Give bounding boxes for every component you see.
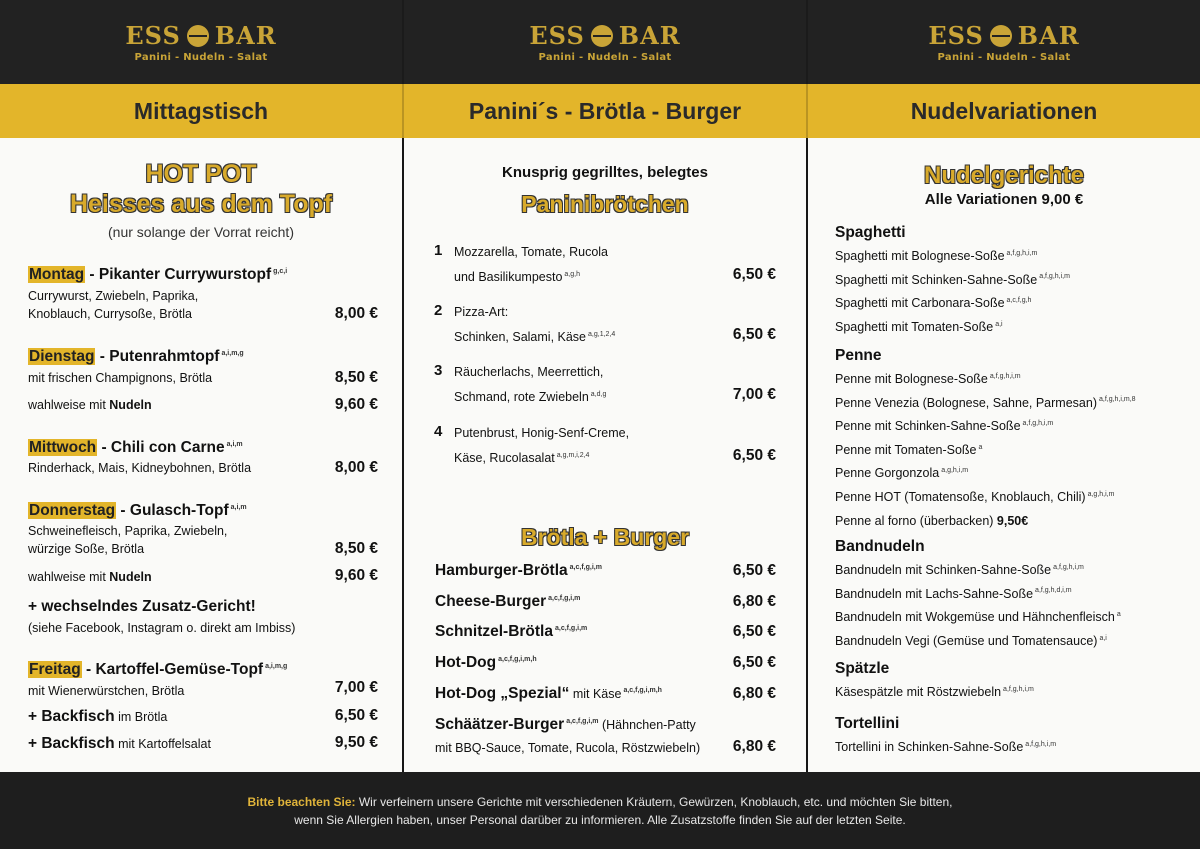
bowl-icon [591,25,613,47]
panini-price: 6,50 € [732,326,776,343]
panini-desc: Schmand, rote Zwiebeln [454,390,589,404]
nudel-item [835,685,1034,699]
donnerstag-desc-1: Schweinefleisch, Paprika, Zwiebeln, [28,524,228,538]
nudel-name: Penne Gorgonzola [835,466,940,481]
allergen-codes: a,f,g,h,i,m [1039,273,1070,281]
panini-desc: Käse, Rucolasalat [454,451,555,465]
nudel-name: Bandnudeln mit Lachs-Sahne-Soße [835,586,1034,601]
dish-name: - Chili con Carne [97,439,225,456]
nudel-item [835,610,1121,624]
dish-extra: (Hähnchen-Patty [598,718,696,732]
allergen-codes: a,f,g,h,i,m [1025,740,1057,748]
allergen-codes: a,g,m,i,2,4 [556,451,590,459]
mittwoch-desc-1: Rinderhack, Mais, Kidneybohnen, Brötla [28,461,252,475]
panini-line-2 [454,270,580,284]
allergen-codes: a,f,g,h,i,m [989,372,1021,380]
dish-name: Hot-Dog „Spezial“ [435,685,570,702]
nudel-name: Penne HOT (Tomatensoße, Knoblauch, Chili) [835,490,1086,504]
logo-right [808,0,1200,84]
nudel-name: Spaghetti mit Bolognese-Soße [835,249,1005,263]
nudel-name: Penne Venezia (Bolognese, Sahne, Parmesan) [835,395,1097,410]
panini-title: Paninibrötchen [521,191,689,217]
nudel-item [835,396,1136,410]
nudel-subtitle: Alle Variationen 9,00 € [924,191,1084,208]
allergen-codes: a [1116,611,1121,619]
panini-desc: und Basilikumpesto [454,270,563,284]
logo-tagline: Panini - Nudeln - Salat [134,52,268,63]
donnerstag-dish [28,502,247,520]
section-title-mittagstisch: Mittagstisch [133,97,269,124]
panini-number: 3 [434,362,443,379]
nudel-item [835,490,1114,504]
allergen-codes: a,f,g,h,d,i,m [1035,587,1072,595]
nudel-item-alforno [835,514,1028,528]
footer-label: Bitte beachten Sie: [247,794,356,809]
day-label: Donnerstag [29,502,116,519]
panini-line-1: Räucherlachs, Meerrettich, [454,365,604,379]
backfisch-bold: + Backfisch [28,708,115,725]
burger-price: 6,80 € [732,685,776,702]
logo-middle [404,0,806,84]
allergen-codes: a,g,h,i,m [941,467,969,475]
freitag-dish [28,661,287,679]
bowl-icon [187,25,209,47]
nudel-item [835,563,1084,577]
category-bandnudeln: Bandnudeln [835,538,925,555]
day-label: Dienstag [29,348,95,365]
burger-item [435,623,587,641]
bowl-icon [990,25,1012,47]
montag-desc-1: Currywurst, Zwiebeln, Paprika, [28,289,199,303]
backfisch-bold: + Backfisch [28,735,115,752]
nudel-item [835,634,1107,648]
logo-text-ess: ESS [928,21,984,50]
day-label: Mittwoch [29,439,97,456]
nudel-price: 9,50€ [996,513,1029,528]
dish-name: Hot-Dog [435,654,497,671]
freitag-price: 7,00 € [334,679,378,696]
nudel-item [835,296,1031,310]
hot-pot-title: HOT POT [145,160,257,188]
nudel-name: Spaghetti mit Schinken-Sahne-Soße [835,272,1038,287]
allergen-codes: a [978,443,983,451]
panini-number: 2 [434,302,443,319]
nudel-name: Penne mit Tomaten-Soße [835,442,977,457]
logo-text-bar: BAR [1017,21,1080,50]
nudel-name: Penne mit Bolognese-Soße [835,372,988,386]
alt-prefix: wahlweise mit [28,398,110,412]
allergen-codes: a,c,f,g,i,m [554,624,588,632]
schaetzer-desc: mit BBQ-Sauce, Tomate, Rucola, Röstzwiebeln) [435,741,701,755]
backfisch-rest: mit Kartoffelsalat [114,737,211,751]
donnerstag-price: 8,50 € [334,540,378,557]
montag-dish [28,266,287,284]
logo-left [0,0,402,84]
allergen-codes: g,c,i [273,267,288,275]
dienstag-alt [28,398,152,412]
schaetzer-price: 6,80 € [732,738,776,755]
dish-name: Cheese-Burger [435,593,547,610]
burger-item [435,562,602,580]
section-title-panini: Panini´s - Brötla - Burger [468,97,742,124]
burger-item [435,593,580,611]
allergen-codes: a,i,m,g [221,349,244,357]
nudel-item [835,466,968,480]
nudel-name: Spaghetti mit Tomaten-Soße [835,319,994,334]
allergen-codes: a,i,m [230,503,247,511]
panini-line-1: Pizza-Art: [454,305,509,319]
panini-line-1: Mozzarella, Tomate, Rucola [454,245,609,259]
donnerstag-desc-2: würzige Soße, Brötla [28,542,145,556]
allergen-codes: a,c,f,g,h [1006,297,1032,305]
burger-price: 6,80 € [732,593,776,610]
footer-text: Wir verfeinern unsere Gerichte mit verschiedenen Kräutern, Gewürzen, Knoblauch, etc. und möchten Sie bitten, [355,794,953,809]
nudel-name: Spaghetti mit Carbonara-Soße [835,296,1005,311]
allergen-codes: a,c,f,g,i,m,h [623,686,662,694]
nudel-item [835,320,1003,334]
freitag-desc-1: mit Wienerwürstchen, Brötla [28,684,185,698]
allergen-codes: a,i [1099,634,1107,642]
allergen-codes: a,f,g,h,i,m [1003,685,1034,693]
logo-tagline: Panini - Nudeln - Salat [538,52,672,63]
donnerstag-alt [28,570,152,584]
fold-divider [402,0,404,849]
allergen-codes: a,c,f,g,i,m,h [498,655,537,663]
nudel-item [835,740,1056,754]
dish-name: - Gulasch-Topf [116,502,229,519]
logo-tagline: Panini - Nudeln - Salat [937,52,1071,63]
dienstag-desc-1: mit frischen Champignons, Brötla [28,371,213,385]
footer-band [0,772,1200,849]
burger-title: Brötla + Burger [520,524,690,550]
nudel-item [835,419,1053,433]
logo-text-ess: ESS [125,21,181,50]
mittwoch-price: 8,00 € [334,459,378,476]
nudel-name: Penne mit Schinken-Sahne-Soße [835,419,1021,434]
backfisch-kartoffel [28,735,211,753]
allergen-codes: a,i,m [226,440,243,448]
panel-panini [404,138,806,772]
allergen-codes: a,g,1,2,4 [588,330,616,338]
nudel-item [835,249,1037,263]
panini-line-2 [454,330,615,344]
extra-dish: + wechselndes Zusatz-Gericht! [28,598,256,615]
category-penne: Penne [835,347,882,364]
dish-name: - Pikanter Currywurstopf [85,266,272,283]
backfisch-broetla [28,708,167,726]
section-title-nudeln: Nudelvariationen [910,97,1098,124]
panini-line-1: Putenbrust, Honig-Senf-Creme, [454,426,630,440]
allergen-codes: a,f,g,h,i,m [1022,420,1054,428]
panini-intro: Knusprig gegrilltes, belegtes [502,164,708,181]
burger-price: 6,50 € [732,654,776,671]
panini-desc: Schinken, Salami, Käse [454,330,587,344]
nudel-name: Penne al forno (überbacken) [835,513,997,528]
nudel-name: Bandnudeln Vegi (Gemüse und Tomatensauce) [835,633,1098,648]
availability-note: (nur solange der Vorrat reicht) [108,224,294,240]
burger-item [435,685,662,703]
logo-text-ess: ESS [529,21,585,50]
allergen-codes: a,c,f,g,i,m [569,563,602,571]
allergen-codes: a,f,g,h,i,m [1053,563,1084,571]
logo-text-bar: BAR [618,21,681,50]
footer-line-2: wenn Sie Allergien haben, unser Personal darüber zu informieren. Alle Zusatzstoffe finden Sie auf der letzten Seite. [294,812,906,827]
category-spaetzle: Spätzle [835,660,890,677]
dish-name: Schnitzel-Brötla [435,623,553,640]
panini-number: 1 [434,242,443,259]
allergen-codes: a,g,h,i,m [1087,490,1115,498]
nudel-name: Bandnudeln mit Schinken-Sahne-Soße [835,563,1052,577]
day-label: Montag [29,266,85,283]
dish-name: Schäätzer-Burger [435,716,565,733]
donnerstag-alt-price: 9,60 € [334,567,378,584]
backfisch-rest: im Brötla [114,710,168,724]
dish-name: - Putenrahmtopf [95,348,220,365]
nudel-item [835,587,1072,601]
panini-number: 4 [434,423,443,440]
allergen-codes: a,f,g,h,i,m [1006,249,1038,257]
dish-extra: mit Käse [569,687,622,701]
montag-desc-2: Knoblauch, Currysoße, Brötla [28,307,192,321]
allergen-codes: a,d,g [590,390,607,398]
panel-nudeln [808,138,1200,772]
panel-mittagstisch [0,138,402,772]
day-label: Freitag [29,661,81,678]
footer-line-1 [247,793,952,811]
nudel-name: Käsespätzle mit Röstzwiebeln [835,685,1002,699]
allergen-codes: a,f,g,h,i,m,8 [1098,396,1136,404]
nudel-item [835,372,1021,386]
nudel-name: Tortellini in Schinken-Sahne-Soße [835,740,1024,754]
panini-price: 6,50 € [732,266,776,283]
fold-divider [806,0,808,849]
nudel-item [835,273,1070,287]
backfisch-broetla-price: 6,50 € [334,707,378,724]
alt-prefix: wahlweise mit [28,570,110,584]
allergen-codes: a,c,f,g,i,m [566,717,599,725]
burger-price: 6,50 € [732,623,776,640]
category-spaghetti: Spaghetti [835,224,906,241]
dish-name: - Kartoffel-Gemüse-Topf [81,661,264,678]
dienstag-price: 8,50 € [334,369,378,386]
nudel-item [835,443,982,457]
panini-price: 6,50 € [732,447,776,464]
burger-price: 6,50 € [732,562,776,579]
extra-note: (siehe Facebook, Instagram o. direkt am Imbiss) [28,621,296,635]
dienstag-dish [28,348,244,366]
nudel-title: Nudelgerichte [923,162,1085,189]
montag-price: 8,00 € [334,305,378,322]
hot-pot-subtitle: Heisses aus dem Topf [69,190,333,218]
backfisch-kartoffel-price: 9,50 € [334,734,378,751]
dish-name: Hamburger-Brötla [435,562,568,579]
allergen-codes: a,i [995,320,1003,328]
mittwoch-dish [28,439,243,457]
dienstag-alt-price: 9,60 € [334,396,378,413]
burger-item [435,654,537,672]
alt-bold: Nudeln [109,570,152,584]
alt-bold: Nudeln [109,398,152,412]
panini-price: 7,00 € [732,386,776,403]
logo-text-bar: BAR [214,21,277,50]
schaetzer-burger [435,716,696,734]
panini-line-2 [454,390,606,404]
allergen-codes: a,i,m,g [265,662,288,670]
panini-line-2 [454,451,589,465]
allergen-codes: a,c,f,g,i,m [548,594,581,602]
nudel-name: Bandnudeln mit Wokgemüse und Hähnchenfleisch [835,610,1115,625]
allergen-codes: a,g,h [564,270,580,278]
category-tortellini: Tortellini [835,715,900,732]
